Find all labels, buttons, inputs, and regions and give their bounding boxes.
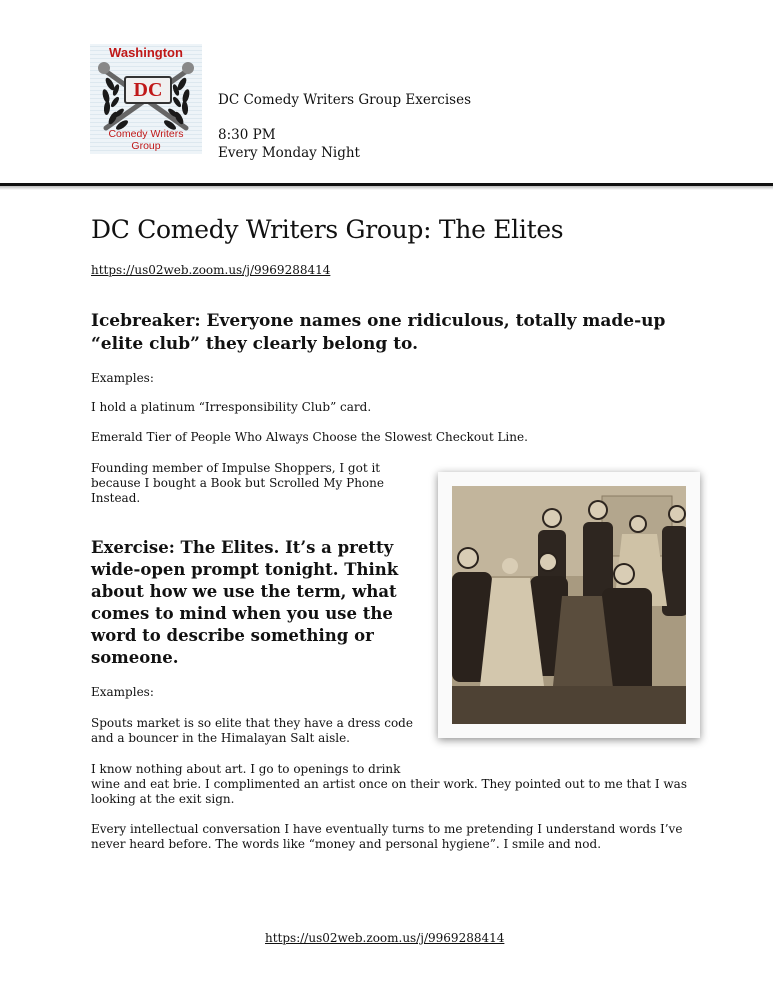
exercise-example-1-line2: and a bouncer in the Himalayan Salt aisle. <box>91 731 350 745</box>
zoom-link-top[interactable]: https://us02web.zoom.us/j/9969288414 <box>91 263 331 277</box>
logo-dc-mark: DC <box>124 76 172 104</box>
exercise-heading-line4: comes to mind when you use the <box>91 604 393 623</box>
logo-top-text: Washington <box>109 45 183 60</box>
vintage-group-portrait-icon <box>452 486 686 724</box>
exercise-heading-line2: wide-open prompt tonight. Think <box>91 560 399 579</box>
exercise-example-1-line1: Spouts market is so elite that they have a dress code <box>91 716 413 730</box>
exercise-example-2-line3: looking at the exit sign. <box>91 792 235 806</box>
logo-bottom-text <box>90 128 202 152</box>
exercise-example-3-line2: never heard before. The words like “money and personal hygiene”. I smile and nod. <box>91 837 602 851</box>
dc-comedy-logo <box>90 44 202 154</box>
icebreaker-example-3 <box>91 461 384 506</box>
exercise-example-2-line2: wine and eat brie. I complimented an artist once on their work. They pointed out to me that I was <box>91 777 687 791</box>
zoom-link-bottom[interactable]: https://us02web.zoom.us/j/9969288414 <box>265 931 505 945</box>
exercise-examples-label: Examples: <box>91 685 154 699</box>
icebreaker-heading-line2: “elite club” they clearly belong to. <box>91 334 419 354</box>
photo-frame <box>438 472 700 738</box>
icebreaker-examples-label: Examples: <box>91 371 154 385</box>
icebreaker-example-3-line1: Founding member of Impulse Shoppers, I got it <box>91 461 381 475</box>
icebreaker-example-1: I hold a platinum “Irresponsibility Club” card. <box>91 400 372 414</box>
header-divider-shadow <box>0 186 773 190</box>
exercise-example-3 <box>91 822 682 852</box>
exercise-example-1 <box>91 716 413 746</box>
header-time: 8:30 PM <box>218 127 276 143</box>
page-header <box>0 0 773 188</box>
page-title: DC Comedy Writers Group: The Elites <box>91 215 564 244</box>
logo-bottom-line1: Comedy Writers <box>108 128 184 140</box>
header-schedule: Every Monday Night <box>218 145 360 161</box>
exercise-heading-line6: someone. <box>91 648 179 667</box>
exercise-example-2 <box>91 762 687 807</box>
icebreaker-example-2: Emerald Tier of People Who Always Choose the Slowest Checkout Line. <box>91 430 528 444</box>
exercise-heading-line1: Exercise: The Elites. It’s a pretty <box>91 538 394 557</box>
exercise-example-2-line1: I know nothing about art. I go to openings to drink <box>91 762 401 776</box>
icebreaker-heading <box>91 310 665 356</box>
vintage-group-photo <box>432 466 708 744</box>
exercise-heading-line5: word to describe something or <box>91 626 374 645</box>
icebreaker-example-3-line2: because I bought a Book but Scrolled My Phone <box>91 476 384 490</box>
icebreaker-example-3-line3: Instead. <box>91 491 141 505</box>
header-group-title: DC Comedy Writers Group Exercises <box>218 92 472 108</box>
exercise-heading-line3: about how we use the term, what <box>91 582 397 601</box>
exercise-example-3-line1: Every intellectual conversation I have eventually turns to me pretending I understand words I’ve <box>91 822 683 836</box>
icebreaker-heading-line1: Icebreaker: Everyone names one ridiculous, totally made-up <box>91 311 666 331</box>
logo-bottom-line2: Group <box>131 140 161 152</box>
exercise-heading <box>91 537 398 669</box>
